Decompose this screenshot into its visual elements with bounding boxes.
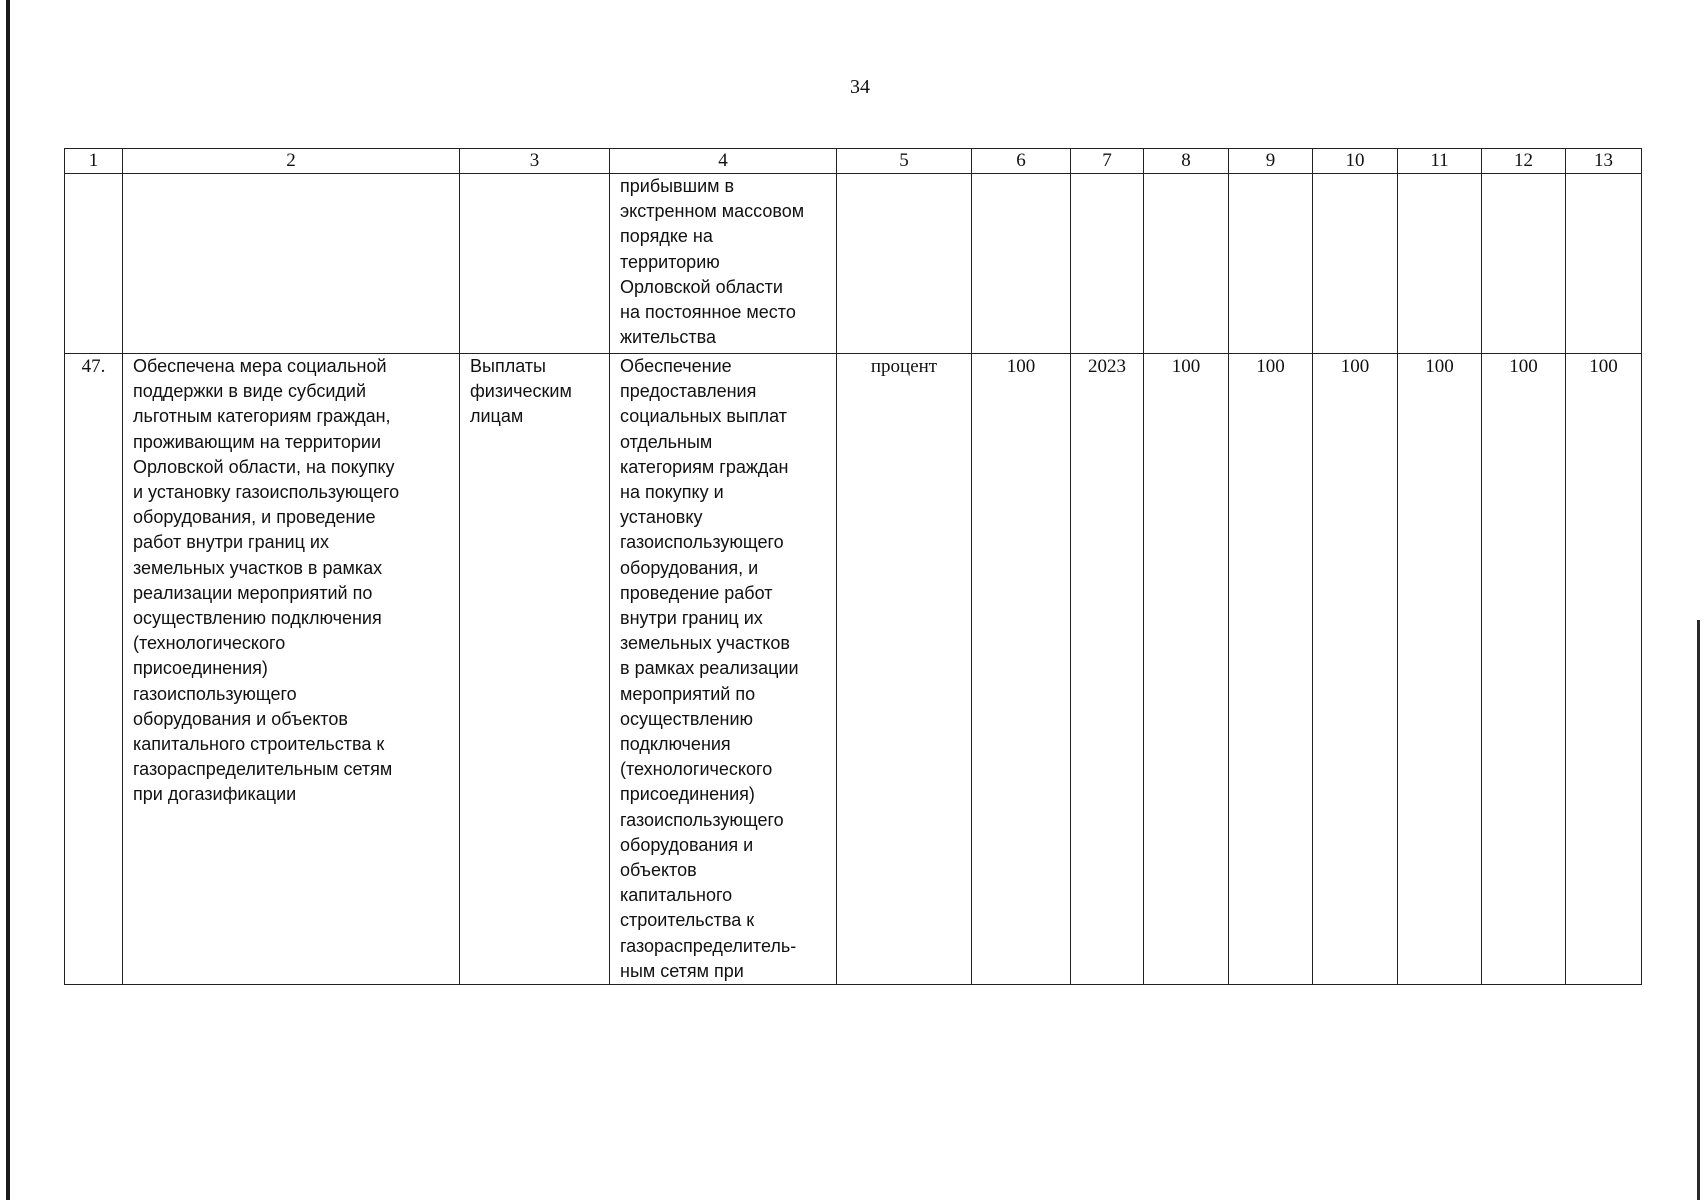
- cell-result-description: Обеспечена мера социальной поддержки в виде субсидий льготным категориям граждан, проживающим на территории Орловской области, на покупку и установку газоиспользующего оборудования, и проведение работ внутри границ их земельных участков в рамках реализации мероприятий по осуществлению подключения (технологического присоединения) газоиспользующего оборудования и объектов капитального строительства к газораспределительным сетям при догазификации: [123, 354, 460, 985]
- header-cell-4: 4: [610, 149, 837, 174]
- table-row-continued: [65, 174, 1642, 354]
- cell-empty: [1482, 174, 1566, 354]
- cell-indicator-description-continued: прибывшим в экстренном массовом порядке на территорию Орловской области на постоянное место жительства: [610, 174, 837, 354]
- scan-edge-left: [6, 0, 10, 1200]
- header-cell-8: 8: [1144, 149, 1229, 174]
- header-cell-11: 11: [1398, 149, 1482, 174]
- cell-empty: [123, 174, 460, 354]
- cell-empty: [460, 174, 610, 354]
- table-row-47: [65, 354, 1642, 985]
- header-cell-5: 5: [837, 149, 972, 174]
- header-cell-2: 2: [123, 149, 460, 174]
- cell-value-13: 100: [1566, 354, 1642, 985]
- cell-value-12: 100: [1482, 354, 1566, 985]
- cell-empty: [1144, 174, 1229, 354]
- header-cell-1: 1: [65, 149, 123, 174]
- header-cell-10: 10: [1313, 149, 1398, 174]
- header-cell-3: 3: [460, 149, 610, 174]
- header-cell-7: 7: [1071, 149, 1144, 174]
- cell-empty: [837, 174, 972, 354]
- header-cell-9: 9: [1229, 149, 1313, 174]
- header-cell-12: 12: [1482, 149, 1566, 174]
- cell-empty: [1566, 174, 1642, 354]
- cell-value-11: 100: [1398, 354, 1482, 985]
- cell-base-value: 100: [972, 354, 1071, 985]
- cell-unit: процент: [837, 354, 972, 985]
- header-cell-13: 13: [1566, 149, 1642, 174]
- cell-empty: [1398, 174, 1482, 354]
- cell-base-year: 2023: [1071, 354, 1144, 985]
- header-cell-6: 6: [972, 149, 1071, 174]
- cell-indicator-description: Обеспечение предоставления социальных выплат отдельным категориям граждан на покупку и установку газоиспользующего оборудования, и проведение работ внутри границ их земельных участков в рамках реализации мероприятий по осуществлению подключения (технологического присоединения) газоиспользующего оборудования и объектов капитального строительства к газораспределитель- ным сетям при: [610, 354, 837, 985]
- cell-result-type: Выплаты физическим лицам: [460, 354, 610, 985]
- cell-empty: [1071, 174, 1144, 354]
- page-number: 34: [850, 76, 870, 98]
- cell-empty: [1229, 174, 1313, 354]
- cell-empty: [1313, 174, 1398, 354]
- cell-empty: [972, 174, 1071, 354]
- cell-empty: [65, 174, 123, 354]
- data-table: [64, 148, 1642, 985]
- cell-value-10: 100: [1313, 354, 1398, 985]
- cell-row-number: 47.: [65, 354, 123, 985]
- header-row: [65, 149, 1642, 174]
- cell-value-8: 100: [1144, 354, 1229, 985]
- cell-value-9: 100: [1229, 354, 1313, 985]
- scan-edge-right: [1697, 620, 1700, 1200]
